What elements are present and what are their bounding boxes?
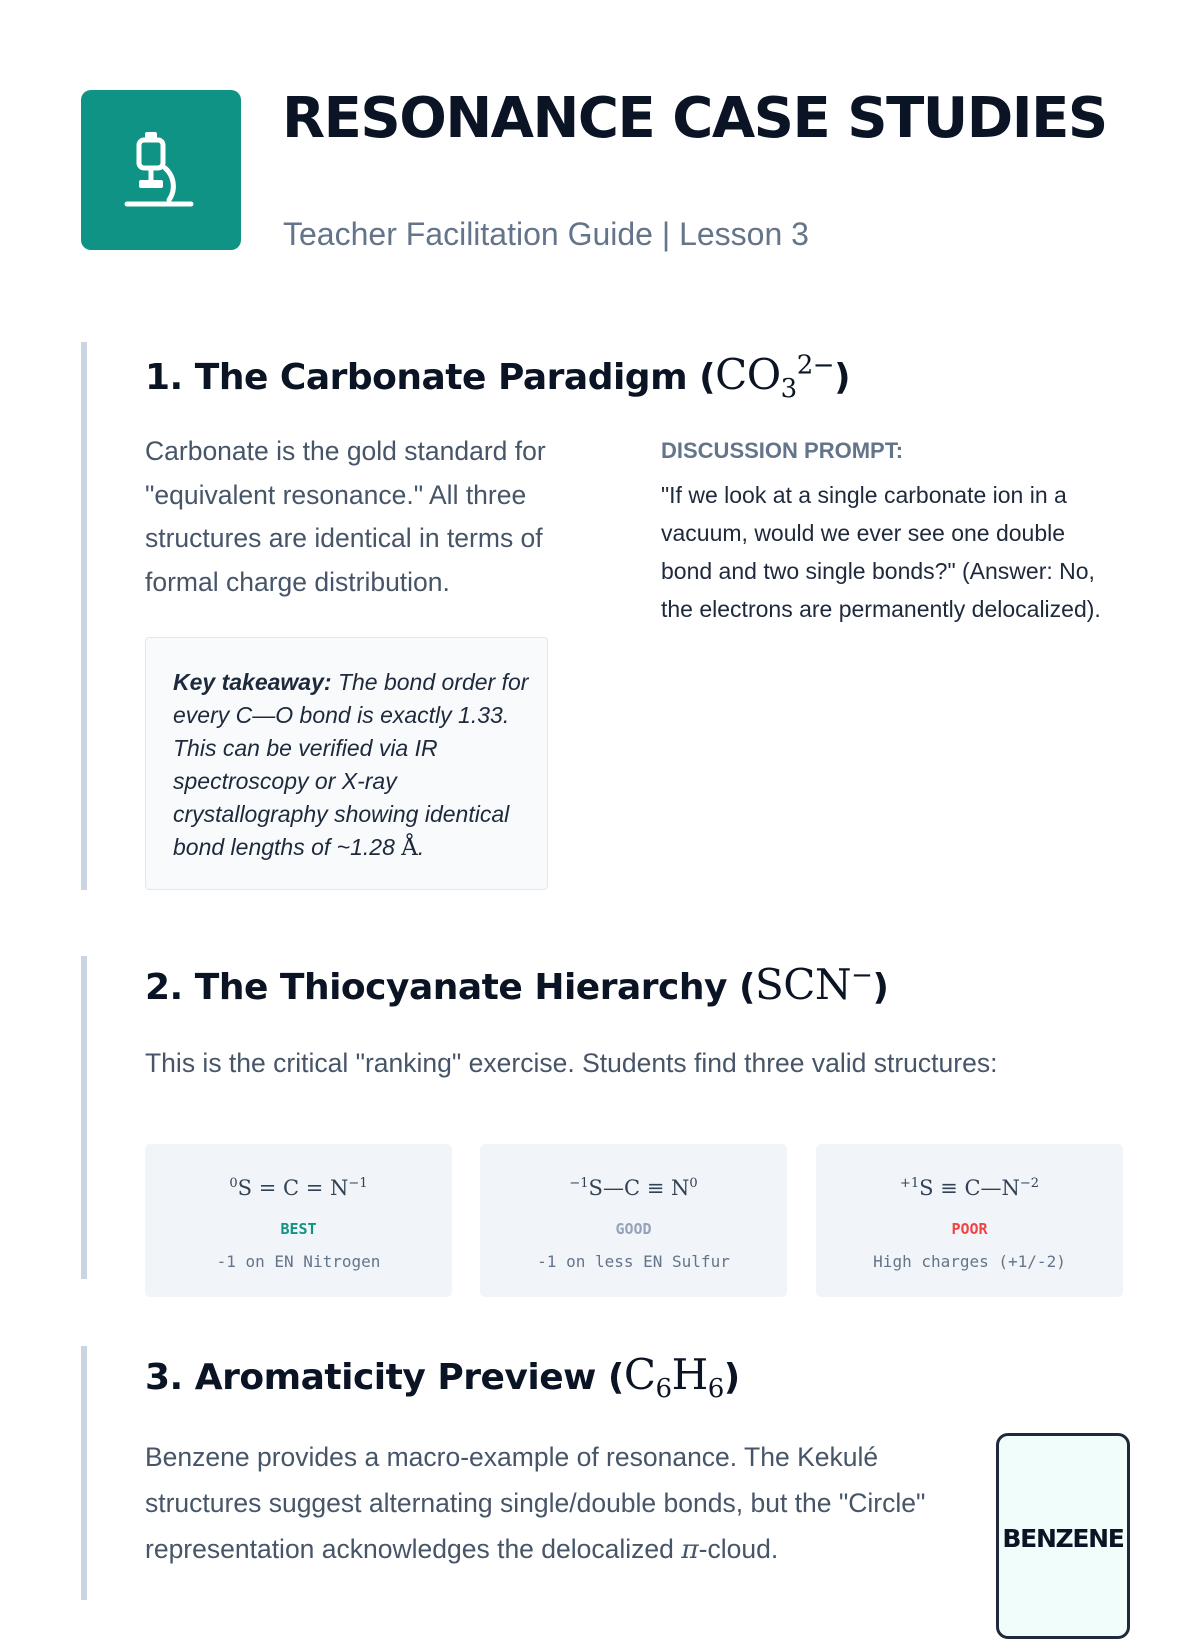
microscope-icon xyxy=(123,130,199,210)
discussion-prompt-text: "If we look at a single carbonate ion in a vacuum, would we ever see one double bond and two single bonds?" (Answer: No, the electrons are permanently delocalized). xyxy=(661,482,1101,622)
key-takeaway-text: The bond order for every C—O bond is exactly 1.33. This can be verified via IR spectroscopy or X-ray crystallography showing identical bond lengths of ~1.28 xyxy=(173,669,529,860)
section3-heading: 3. Aromaticity Preview $(C_6H_6)$ xyxy=(145,1350,740,1404)
structure-formula: $^{-1}$S—C ≡ $N^0$ xyxy=(569,1176,698,1200)
structure-card-poor xyxy=(816,1144,1123,1297)
benzene-formula: $C_6H_6$ xyxy=(623,1350,724,1404)
angstrom-unit: Å xyxy=(401,835,418,861)
page-header xyxy=(81,86,1121,260)
section-carbonate xyxy=(81,342,1147,890)
benzene-diagram-box xyxy=(996,1433,1130,1639)
section3-heading-text: 3. Aromaticity Preview xyxy=(145,1357,596,1398)
rank-note: -1 on EN Nitrogen xyxy=(216,1252,381,1271)
page-title: RESONANCE CASE STUDIES xyxy=(282,86,1107,151)
page-subtitle: Teacher Facilitation Guide | Lesson 3 xyxy=(283,216,809,252)
rank-badge: GOOD xyxy=(615,1220,652,1238)
rank-note: -1 on less EN Sulfur xyxy=(537,1252,730,1271)
discussion-prompt-label: DISCUSSION PROMPT: xyxy=(661,438,904,463)
key-takeaway-callout: Key takeaway: The bond order for every C—O bond is exactly 1.33. This can be verified via IR spectroscopy or X-ray crystallography showing identical bond lengths of ~1.28 Å. xyxy=(145,637,548,890)
benzene-label: BENZENE xyxy=(1002,1524,1124,1553)
section1-heading-text: 1. The Carbonate Paradigm xyxy=(145,357,688,398)
structure-formula: $^{+1}S \equiv C—N^{-2}$ xyxy=(899,1176,1040,1200)
section2-body: This is the critical "ranking" exercise. Students find three valid structures: xyxy=(145,1048,998,1078)
pi-symbol: π xyxy=(681,1534,699,1565)
section2-heading: 2. The Thiocyanate Hierarchy (SCN−) xyxy=(145,960,889,1009)
logo-badge xyxy=(81,90,241,250)
rank-badge: POOR xyxy=(951,1220,988,1238)
section3-body: Benzene provides a macro-example of resonance. The Kekulé structures suggest alternating single/double bonds, but the "Circle" representation acknowledges the delocalized π-cloud. xyxy=(145,1442,926,1565)
section-thiocyanate xyxy=(81,956,1147,1279)
section2-heading-text: 2. The Thiocyanate Hierarchy xyxy=(145,967,727,1008)
key-takeaway-label: Key takeaway: xyxy=(173,669,332,695)
section1-body: Carbonate is the gold standard for "equivalent resonance." All three structures are identical in terms of formal charge distribution. xyxy=(145,436,546,597)
structure-card-best xyxy=(145,1144,452,1297)
rank-badge: BEST xyxy=(280,1220,317,1238)
carbonate-formula: $CO_3^{2-}$ xyxy=(715,350,835,404)
section-aromaticity xyxy=(81,1346,1147,1600)
structure-formula: $^0S = C = N^{-1}$ xyxy=(229,1176,368,1200)
section1-heading: 1. The Carbonate Paradigm $(CO_3^{2-})$ xyxy=(145,350,851,404)
structure-card-good xyxy=(480,1144,787,1297)
thiocyanate-formula: SCN− xyxy=(754,960,873,1009)
rank-note: High charges (+1/-2) xyxy=(873,1252,1066,1271)
